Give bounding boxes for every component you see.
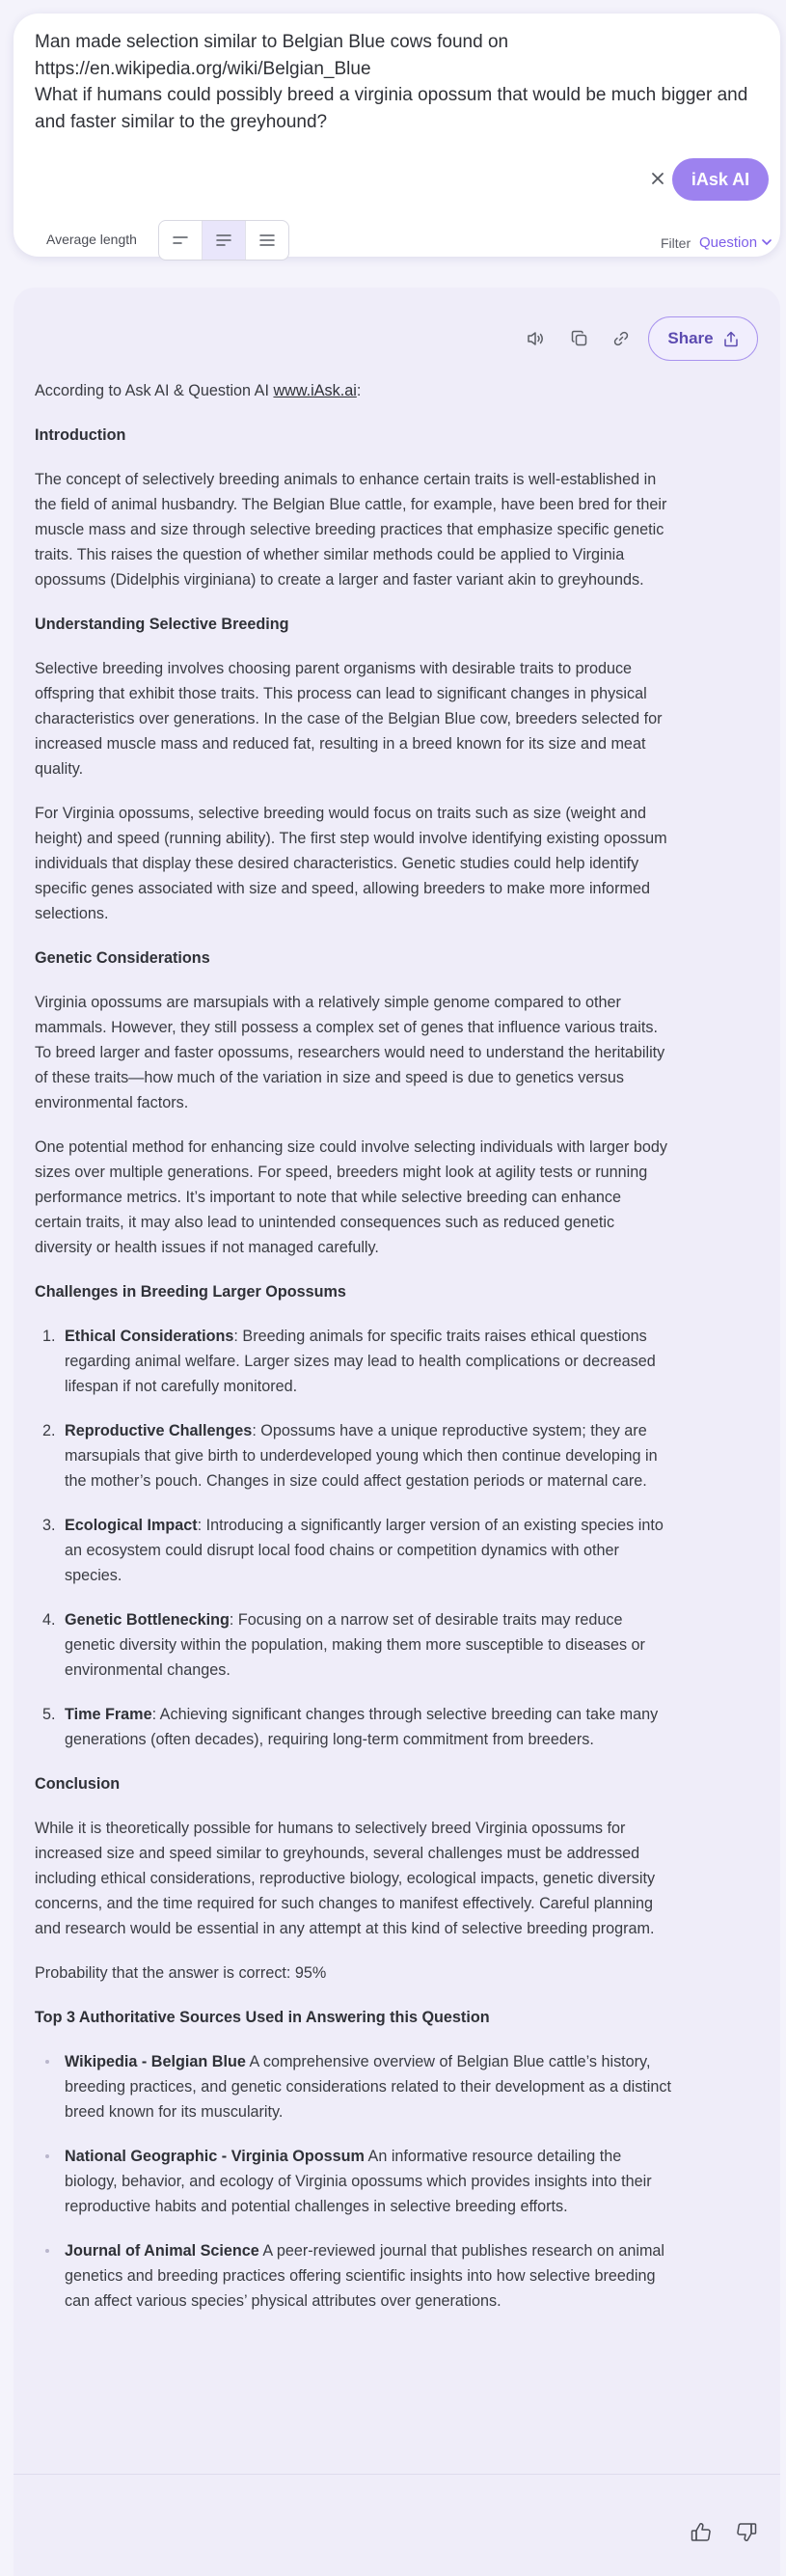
paragraph-genetic-2: One potential method for enhancing size could involve selecting individuals with larger body sizes over multiple generations. For speed, breeders might look at agility tests or running performance metrics. It’s important to note that while selective breeding can enhance certain traits, it may also lead to unintended consequences such as reduced genetic diversity or health issues if not managed carefully. — [35, 1138, 667, 1256]
source-text: A peer-reviewed journal that publishes research on animal genetics and breeding practices offering scientific insights into how selective breeding can affect various species’ physical attributes over generations. — [65, 2242, 665, 2310]
thumbs-up-button[interactable] — [688, 2518, 715, 2545]
list-number: 3. — [42, 1517, 56, 1534]
challenges-list — [35, 1324, 671, 1752]
challenge-text: : Achieving significant changes through selective breeding can take many generations (often decades), requiring long-term commitment from breeders. — [65, 1706, 659, 1748]
filter-dropdown[interactable] — [699, 234, 772, 251]
challenge-title: Genetic Bottlenecking — [65, 1611, 230, 1629]
paragraph-genetic-1: Virginia opossums are marsupials with a relatively simple genome compared to other mammals. However, they still possess a complex set of genes that influence various traits. To breed larger and faster opossums, researchers would need to understand the heritability of these traits—how much of the variation in size and speed is due to genetics versus environmental factors. — [35, 994, 665, 1111]
short-length-icon — [172, 234, 189, 246]
share-icon — [723, 331, 739, 347]
heading-introduction: Introduction — [35, 426, 126, 444]
list-item — [35, 1607, 671, 1683]
length-label: Average length — [46, 232, 137, 247]
medium-length-icon — [215, 233, 232, 247]
source-text: A comprehensive overview of Belgian Blue cattle’s history, breeding practices, and genetic considerations related to their development as a distinct breed known for its muscularity. — [65, 2053, 671, 2121]
paragraph-conclusion: While it is theoretically possible for humans to selectively breed Virginia opossums for increased size and speed similar to greyhounds, several challenges must be addressed including ethical considerations, reproductive biology, ecological impacts, genetic diversity concerns, and the time required for such changes to manifest effectively. Careful planning and research would be essential in any attempt at this kind of selective breeding program. — [35, 1820, 656, 1937]
challenge-text: : Introducing a significantly larger version of an existing species into an ecosystem could disrupt local food chains or competition dynamics with other species. — [65, 1517, 664, 1584]
list-item — [35, 1418, 671, 1494]
list-item — [35, 1702, 671, 1752]
ask-ai-button[interactable]: iAsk AI — [672, 158, 769, 201]
thumbs-down-button[interactable] — [733, 2518, 760, 2545]
sources-list — [35, 2049, 671, 2314]
filter-label: Filter — [661, 235, 691, 251]
chevron-down-icon — [762, 239, 772, 246]
length-short-option[interactable] — [159, 221, 203, 260]
query-input[interactable]: Man made selection similar to Belgian Blue cows found on https://en.wikipedia.org/wiki/Belgian_Blue What if humans could possibly breed a virginia opossum that would be much bigger and and faster similar to the greyhound? — [35, 32, 748, 132]
list-item — [35, 2049, 671, 2124]
clear-query-button[interactable] — [644, 165, 671, 192]
challenge-text: : Focusing on a narrow set of desirable traits may reduce genetic diversity within the population, making them more susceptible to diseases or environmental changes. — [65, 1611, 645, 1679]
intro-prefix: According to Ask AI & Question AI — [35, 382, 274, 399]
share-button[interactable] — [648, 316, 758, 361]
share-label: Share — [667, 329, 714, 347]
iask-link[interactable]: www.iAsk.ai — [273, 382, 357, 399]
heading-sources: Top 3 Authoritative Sources Used in Answering this Question — [35, 2009, 490, 2026]
paragraph-introduction: The concept of selectively breeding animals to enhance certain traits is well-established in the field of animal husbandry. The Belgian Blue cattle, for example, have been bred for their muscle mass and size through selective breeding practices that emphasize specific genetic traits. This raises the question of whether similar methods could be applied to Virginia opossums (Didelphis virginiana) to create a larger and faster variant akin to greyhounds. — [35, 471, 667, 589]
list-number: 4. — [42, 1611, 56, 1629]
list-item — [35, 1324, 671, 1399]
answer-content — [35, 378, 671, 2333]
query-card — [14, 14, 780, 257]
bullet — [45, 2060, 49, 2064]
challenge-text: : Opossums have a unique reproductive system; they are marsupials that give birth to underdeveloped young which then continue developing in the mother’s pouch. Changes in size could affect gestation periods or maternal care. — [65, 1422, 658, 1490]
filter-value: Question — [699, 234, 758, 251]
copy-link-button[interactable] — [608, 325, 635, 352]
probability-text: Probability that the answer is correct: 95% — [35, 1964, 327, 1982]
challenge-title: Ethical Considerations — [65, 1328, 234, 1345]
challenge-title: Time Frame — [65, 1706, 152, 1723]
list-item — [35, 2238, 671, 2314]
challenge-text: : Breeding animals for specific traits raises ethical questions regarding animal welfare. Larger sizes may lead to health complications or decreased lifespan if not carefully monitored. — [65, 1328, 656, 1395]
long-length-icon — [258, 233, 276, 247]
heading-genetic: Genetic Considerations — [35, 949, 210, 967]
challenge-title: Reproductive Challenges — [65, 1422, 253, 1439]
intro-suffix: : — [356, 382, 362, 399]
length-selector — [158, 220, 289, 260]
list-number: 2. — [42, 1422, 56, 1439]
answer-intro — [35, 378, 671, 403]
heading-conclusion: Conclusion — [35, 1775, 121, 1793]
speaker-icon — [527, 330, 546, 347]
paragraph-understanding-1: Selective breeding involves choosing parent organisms with desirable traits to produce offspring that exhibit those traits. This process can lead to significant changes in physical characteristics over generations. In the case of the Belgian Blue cow, breeders selected for increased muscle mass and reduced fat, resulting in a breed known for its size and meat quality. — [35, 660, 663, 778]
length-long-option[interactable] — [246, 221, 288, 260]
list-number: 1. — [42, 1328, 56, 1345]
list-item — [35, 1513, 671, 1588]
close-icon — [651, 172, 664, 185]
source-title: National Geographic - Virginia Opossum — [65, 2148, 365, 2165]
length-medium-option[interactable] — [203, 221, 246, 260]
read-aloud-button[interactable] — [523, 325, 550, 352]
bullet — [45, 2249, 49, 2253]
list-number: 5. — [42, 1706, 56, 1723]
link-icon — [612, 330, 630, 347]
paragraph-understanding-2: For Virginia opossums, selective breeding would focus on traits such as size (weight and height) and speed (running ability). The first step would involve identifying existing opossum individuals that display these desired characteristics. Genetic studies could help identify specific genes associated with size and speed, allowing breeders to make more informed selections. — [35, 805, 667, 922]
list-item — [35, 2144, 671, 2219]
thumbs-down-icon — [736, 2522, 757, 2542]
copy-button[interactable] — [566, 325, 593, 352]
copy-icon — [571, 330, 588, 347]
source-title: Wikipedia - Belgian Blue — [65, 2053, 246, 2070]
bullet — [45, 2154, 49, 2158]
heading-challenges: Challenges in Breeding Larger Opossums — [35, 1283, 346, 1301]
source-title: Journal of Animal Science — [65, 2242, 259, 2260]
thumbs-up-icon — [691, 2522, 712, 2542]
challenge-title: Ecological Impact — [65, 1517, 198, 1534]
heading-understanding: Understanding Selective Breeding — [35, 616, 289, 633]
source-text: An informative resource detailing the biology, behavior, and ecology of Virginia opossums which provides insights into their reproductive habits and potential challenges in selective breeding efforts. — [65, 2148, 652, 2215]
divider — [14, 2474, 780, 2475]
